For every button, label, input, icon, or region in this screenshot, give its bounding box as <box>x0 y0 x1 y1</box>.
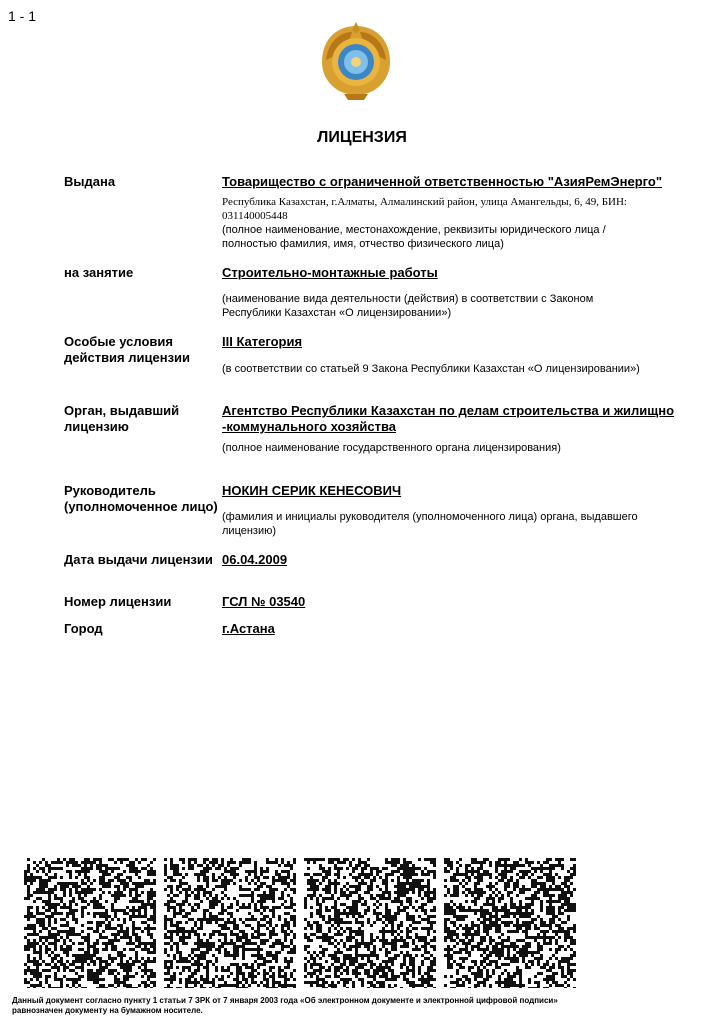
conditions-value: III Категория <box>222 334 303 349</box>
state-emblem-icon <box>316 20 396 100</box>
value-line: Агентство Республики Казахстан по делам строительства и жилищно <box>222 403 675 418</box>
license-number-label: Номер лицензии <box>64 594 172 609</box>
authority-value <box>222 403 674 435</box>
page-number: 1 - 1 <box>8 8 37 24</box>
label-line: Руководитель <box>64 483 156 498</box>
conditions-note: (в соответствии со статьей 9 Закона Республики Казахстан «О лицензировании») <box>222 363 640 375</box>
issued-to-value: Товарищество с ограниченной ответственностью "АзияРемЭнерго" <box>222 174 662 189</box>
issued-to-label: Выдана <box>64 174 116 189</box>
activity-note <box>222 292 662 320</box>
note-line: лицензию) <box>222 525 277 537</box>
issue-date-value: 06.04.2009 <box>222 552 288 567</box>
label-line: Особые условия <box>64 334 173 349</box>
head-label <box>64 483 218 515</box>
address-line: 031140005448 <box>222 210 288 222</box>
conditions-label <box>64 334 190 366</box>
address-line: Республика Казахстан, г.Алматы, Алмалинский район, улица Амангельды, 6, 49, БИН: <box>222 196 627 208</box>
issue-date-label: Дата выдачи лицензии <box>64 552 213 567</box>
footer-line: Данный документ согласно пункту 1 статьи 7 ЗРК от 7 января 2003 года «Об электронном документе и электронной цифровой подписи» <box>12 996 558 1005</box>
label-line: действия лицензии <box>64 350 191 365</box>
note-line: (полное наименование, местонахождение, реквизиты юридического лица / <box>222 224 606 236</box>
city-label: Город <box>64 621 103 636</box>
legal-footer <box>12 996 612 1016</box>
label-line: лицензию <box>64 419 129 434</box>
note-line: полностью фамилия, имя, отчество физического лица) <box>222 238 504 250</box>
license-number-value: ГСЛ № 03540 <box>222 594 306 609</box>
authority-note: (полное наименование государственного органа лицензирования) <box>222 442 561 454</box>
head-value: НОКИН СЕРИК КЕНЕСОВИЧ <box>222 483 402 498</box>
activity-value: Строительно-монтажные работы <box>222 265 438 280</box>
label-line: (уполномоченное лицо) <box>64 499 218 514</box>
authority-label <box>64 403 179 435</box>
note-line: (наименование вида деятельности (действия) в соответствии с Законом <box>222 293 594 305</box>
issued-to-note <box>222 223 662 251</box>
value-line: -коммунального хозяйства <box>222 419 397 434</box>
activity-label: на занятие <box>64 265 134 280</box>
2d-barcode-strip <box>24 858 576 988</box>
footer-line: равнозначен документу на бумажном носителе. <box>12 1006 203 1015</box>
note-line: (фамилия и инициалы руководителя (уполномоченного лица) органа, выдавшего <box>222 511 638 523</box>
head-note <box>222 510 662 538</box>
label-line: Орган, выдавший <box>64 403 180 418</box>
issued-to-address <box>222 195 662 223</box>
city-value: г.Астана <box>222 621 275 636</box>
document-title: ЛИЦЕНЗИЯ <box>317 129 407 146</box>
note-line: Республики Казахстан «О лицензировании») <box>222 307 452 319</box>
